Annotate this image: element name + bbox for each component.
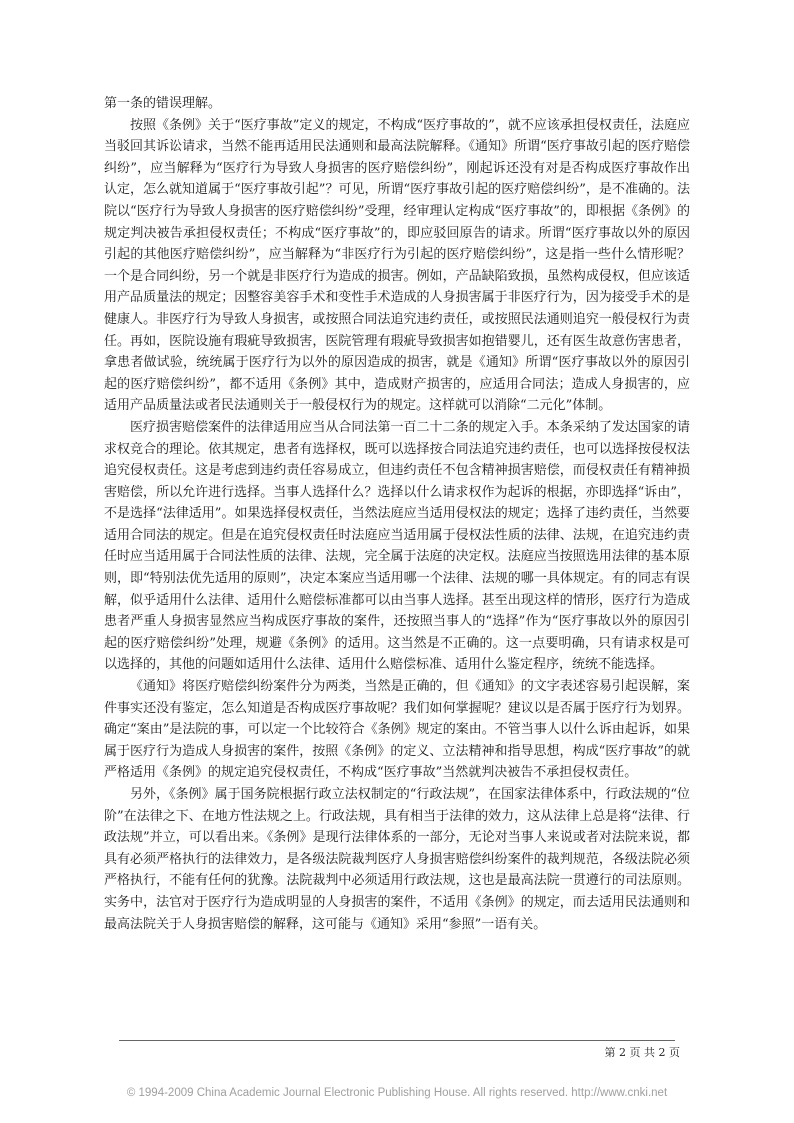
copyright-notice: © 1994-2009 China Academic Journal Electronic Publishing House. All rights reserved. http://www.cnki.net: [126, 1087, 668, 1099]
paragraph-5: 另外，《条例》属于国务院根据行政立法权制定的“行政法规”，在国家法律体系中，行政法规的“位阶”在法律之下、在地方性法规之上。行政法规，具有相当于法律的效力，这从法律上总是将“法律、行政法规”并立，可以看出来。《条例》是现行法律体系的一部分，无论对当事人来说或者对法院来说，都具有必须严格执行的法律效力，是各级法院裁判医疗人身损害赔偿纠纷案件的裁判规范，各级法院必须严格执行，不能有任何的犹豫。法院裁判中必须适用行政法规，这也是最高法院一贯遵行的司法原则。实务中，法官对于医疗行为造成明显的人身损害的案件，不适用《条例》的规定，而去适用民法通则和最高法院关于人身损害赔偿的解释，这可能与《通知》采用“参照”一语有关。: [104, 787, 690, 932]
footer-divider: [119, 1040, 675, 1041]
paragraph-3: 医疗损害赔偿案件的法律适用应当从合同法第一百二十二条的规定入手。本条采纳了发达国家的请求权竞合的理论。依其规定，患者有选择权，既可以选择按合同法追究违约责任，也可以选择按侵权法追究侵权责任。这是考虑到违约责任容易成立，但违约责任不包含精神损害赔偿，而侵权责任有精神损害赔偿，所以允许进行选择。当事人选择什么？选择以什么请求权作为起诉的根据，亦即选择“诉由”，不是选择“法律适用”。如果选择侵权责任，当然法庭应当适用侵权法的规定；选择了违约责任，当然要适用合同法的规定。但是在追究侵权责任时法庭应当适用属于侵权法性质的法律、法规，在追究违约责任时应当适用属于合同法性质的法律、法规，完全属于法庭的决定权。法庭应当按照选用法律的基本原则，即“特别法优先适用的原则”，决定本案应当适用哪一个法律、法规的哪一具体规定。有的同志有误解，似乎适用什么法律、适用什么赔偿标准都可以由当事人选择。甚至出现这样的情形，医疗行为造成患者严重人身损害显然应当构成医疗事故的案件，还按照当事人的“选择”作为“医疗事故以外的原因引起的医疗赔偿纠纷”处理，规避《条例》的适用。这当然是不正确的。这一点要明确，只有请求权是可以选择的，其他的问题如适用什么法律、适用什么赔偿标准、适用什么鉴定程序，统统不能选择。: [104, 419, 690, 673]
page-number: 第 2 页 共 2 页: [604, 1046, 680, 1059]
paragraph-2: 按照《条例》关于“医疗事故”定义的规定，不构成“医疗事故的”，就不应该承担侵权责任，法庭应当驳回其诉讼请求，当然不能再适用民法通则和最高法院解释。《通知》所谓“医疗事故引起的医疗赔偿纠纷”，应当解释为“医疗行为导致人身损害的医疗赔偿纠纷”，刚起诉还没有对是否构成医疗事故作出认定，怎么就知道属于“医疗事故引起”？可见，所谓“医疗事故引起的医疗赔偿纠纷”，是不准确的。法院以“医疗行为导致人身损害的医疗赔偿纠纷”受理，经审理认定构成“医疗事故”的，即根据《条例》的规定判决被告承担侵权责任；不构成“医疗事故”的，即应驳回原告的请求。所谓“医疗事故以外的原因引起的其他医疗赔偿纠纷”，应当解释为“非医疗行为引起的医疗赔偿纠纷”，这是指一些什么情形呢？一个是合同纠纷，另一个就是非医疗行为造成的损害。例如，产品缺陷致损，虽然构成侵权，但应该适用产品质量法的规定；因整容美容手术和变性手术造成的人身损害属于非医疗行为，因为接受手术的是健康人。非医疗行为导致人身损害，或按照合同法追究违约责任，或按照民法通则追究一般侵权行为责任。再如，医院设施有瑕疵导致损害，医院管理有瑕疵导致损害如抱错婴儿，还有医生故意伤害患者，拿患者做试验，统统属于医疗行为以外的原因造成的损害，就是《通知》所谓“医疗事故以外的原因引起的医疗赔偿纠纷”，都不适用《条例》其中，造成财产损害的，应适用合同法；造成人身损害的，应适用产品质量法或者民法通则关于一般侵权行为的规定。这样就可以消除“二元化”体制。: [104, 117, 690, 414]
paragraph-4: 《通知》将医疗赔偿纠纷案件分为两类，当然是正确的，但《通知》的文字表述容易引起误解，案件事实还没有鉴定，怎么知道是否构成医疗事故呢？我们如何掌握呢？建议以是否属于医疗行为划界。确定“案由”是法院的事，可以定一个比较符合《条例》规定的案由。不管当事人以什么诉由起诉，如果属于医疗行为造成人身损害的案件，按照《条例》的定义、立法精神和指导思想，构成“医疗事故”的就严格适用《条例》的规定追究侵权责任，不构成“医疗事故”当然就判决被告不承担侵权责任。: [104, 679, 690, 781]
article-body: [104, 93, 690, 935]
paragraph-1: 第一条的错误理解。: [104, 96, 222, 111]
